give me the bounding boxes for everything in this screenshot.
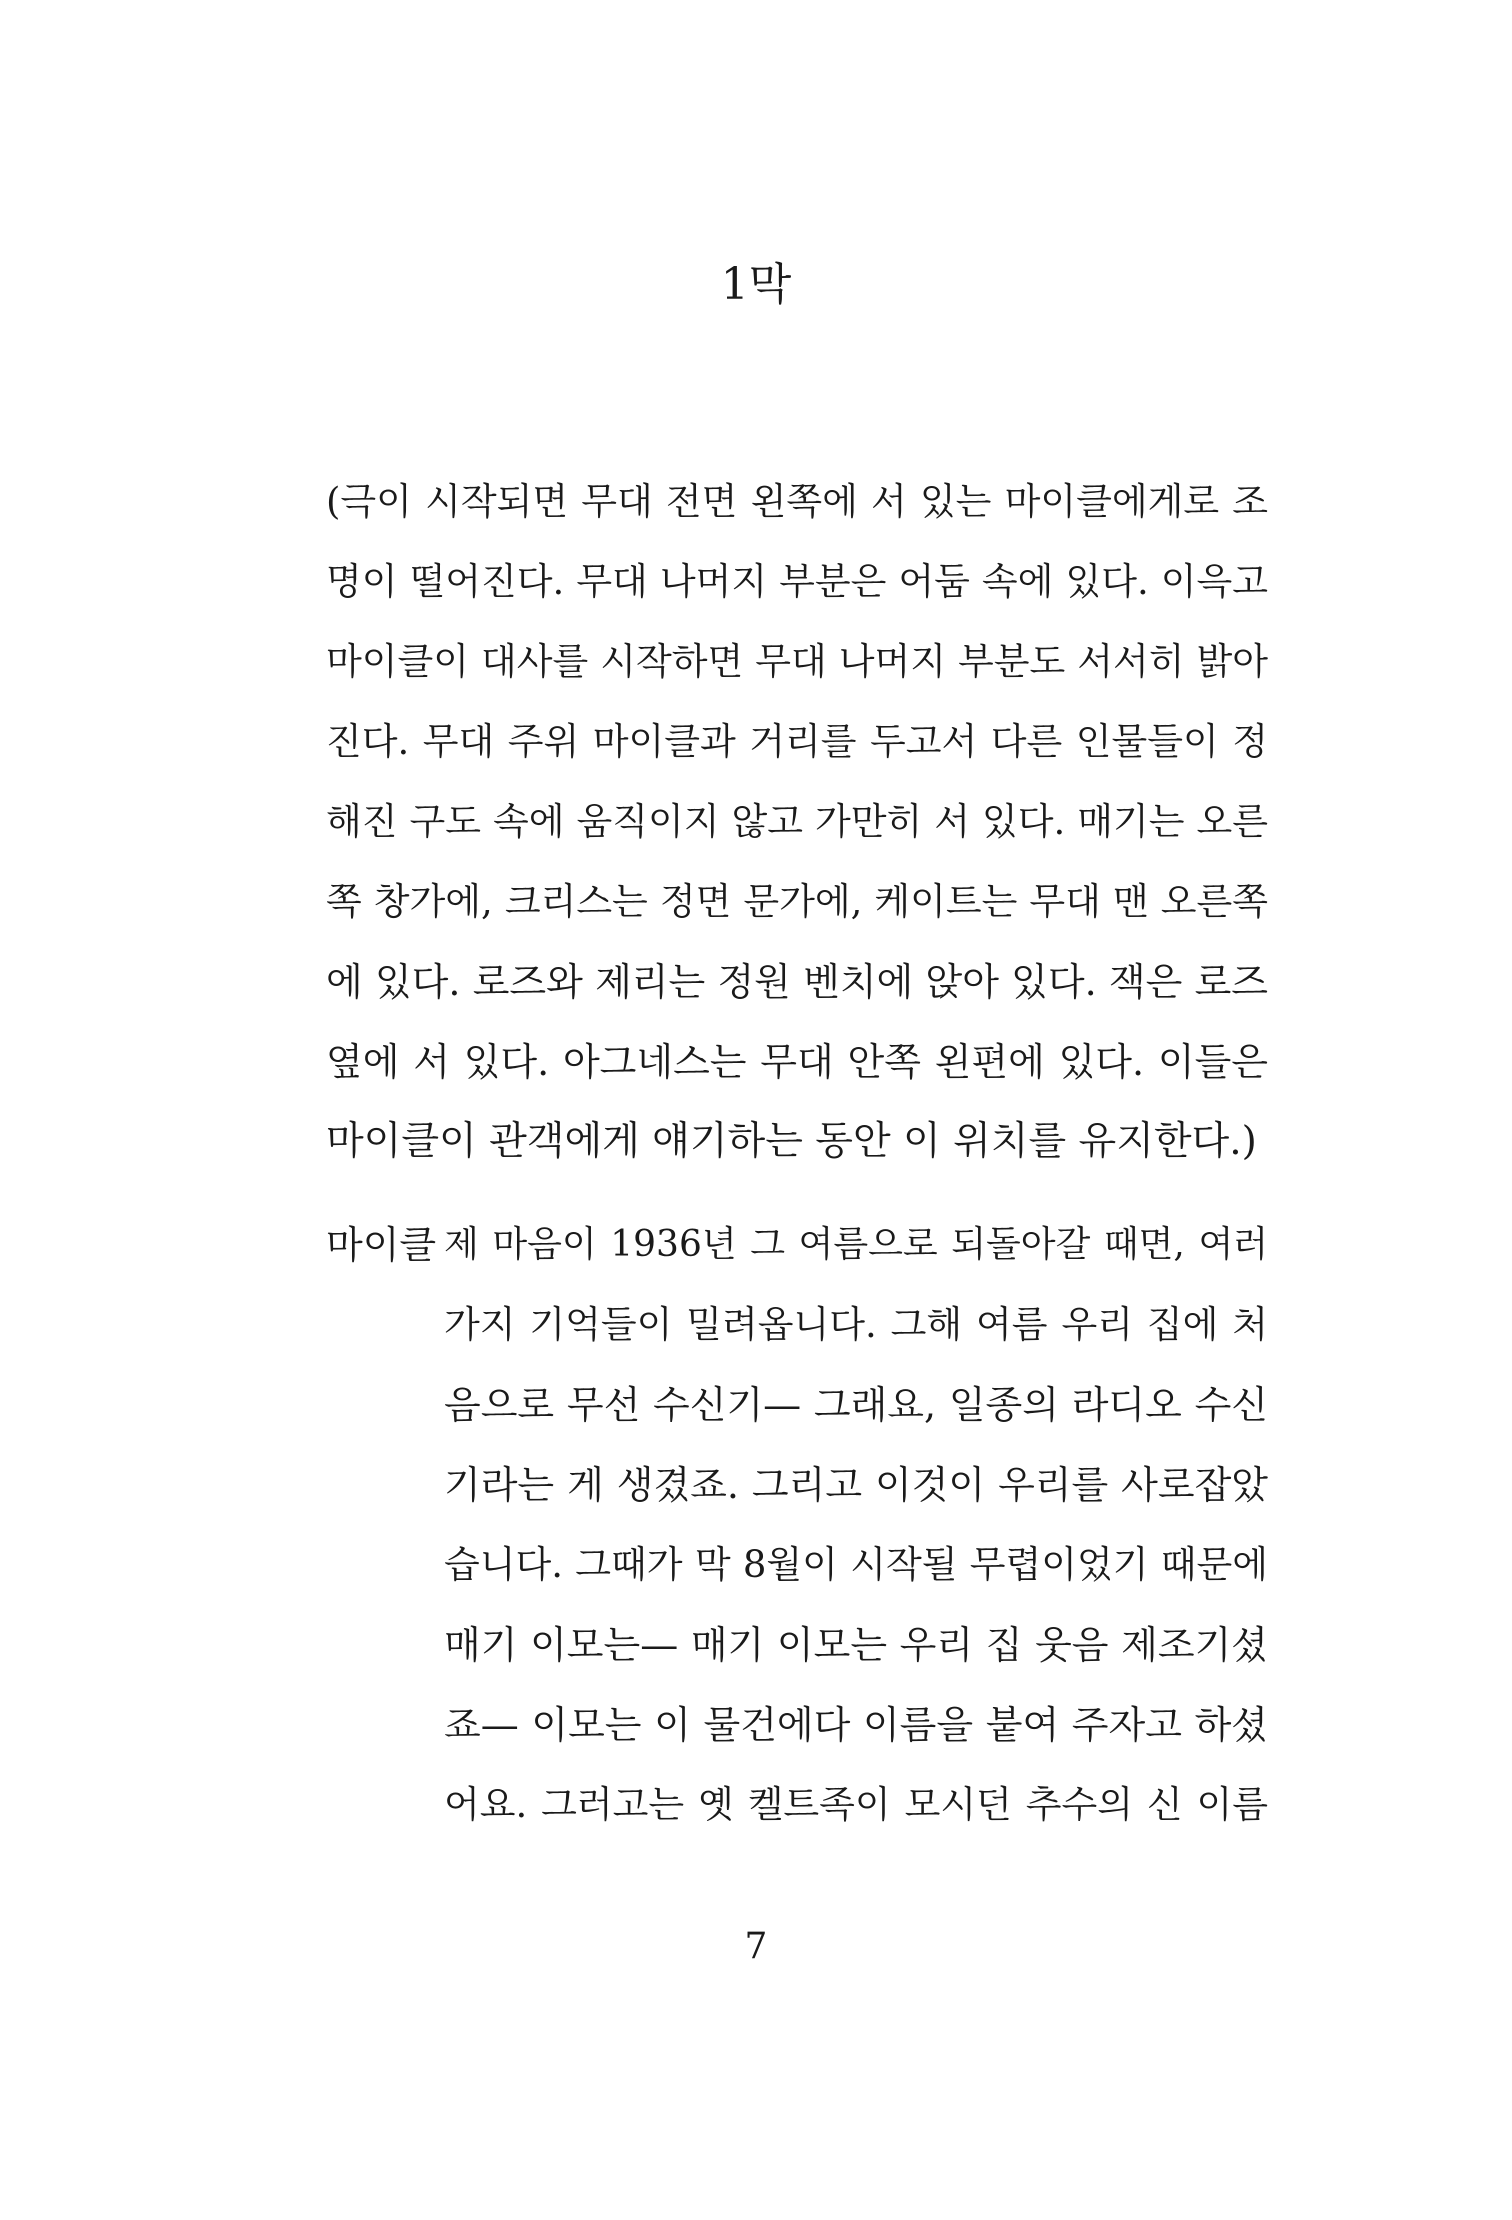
speech-line: 기라는 게 생겼죠. 그리고 이것이 우리를 사로잡았: [444, 1463, 1268, 1507]
stage-direction-line: 마이클이 관객에게 얘기하는 동안 이 위치를 유지한다.): [326, 1119, 1257, 1164]
speech-line: 음으로 무선 수신기— 그래요, 일종의 라디오 수신: [444, 1383, 1268, 1427]
stage-direction-line: 쪽 창가에, 크리스는 정면 문가에, 케이트는 무대 맨 오른쪽: [326, 880, 1268, 923]
speech-text: [444, 1215, 1268, 1855]
page-number: 7: [744, 1926, 768, 1967]
act-heading: 1막: [720, 259, 792, 310]
speech-line: 습니다. 그때가 막 8월이 시작될 무렵이었기 때문에: [444, 1543, 1268, 1586]
stage-direction-line: 명이 떨어진다. 무대 나머지 부분은 어둠 속에 있다. 이윽고: [326, 560, 1268, 603]
stage-direction-line: 진다. 무대 주위 마이클과 거리를 두고서 다른 인물들이 정: [326, 720, 1268, 763]
stage-direction-line: (극이 시작되면 무대 전면 왼쪽에 서 있는 마이클에게로 조: [326, 480, 1268, 523]
stage-direction-line: 옆에 서 있다. 아그네스는 무대 안쪽 왼편에 있다. 이들은: [326, 1040, 1268, 1084]
stage-direction-line: 에 있다. 로즈와 제리는 정원 벤치에 앉아 있다. 잭은 로즈: [326, 960, 1268, 1004]
speech-line: 제 마음이 1936년 그 여름으로 되돌아갈 때면, 여러: [444, 1224, 1268, 1265]
speech-line: 죠— 이모는 이 물건에다 이름을 붙여 주자고 하셨: [444, 1703, 1268, 1747]
speech-line: 매기 이모는— 매기 이모는 우리 집 웃음 제조기셨: [444, 1623, 1268, 1667]
stage-direction-line: 마이클이 대사를 시작하면 무대 나머지 부분도 서서히 밝아: [326, 640, 1268, 683]
speech-line: 가지 기억들이 밀려옵니다. 그해 여름 우리 집에 처: [444, 1303, 1268, 1346]
speech-line: 어요. 그러고는 옛 켈트족이 모시던 추수의 신 이름: [444, 1783, 1268, 1826]
speaker-name: 마이클: [326, 1223, 437, 1267]
stage-direction-line: 해진 구도 속에 움직이지 않고 가만히 서 있다. 매기는 오른: [326, 800, 1268, 843]
stage-direction: [326, 472, 1268, 1192]
